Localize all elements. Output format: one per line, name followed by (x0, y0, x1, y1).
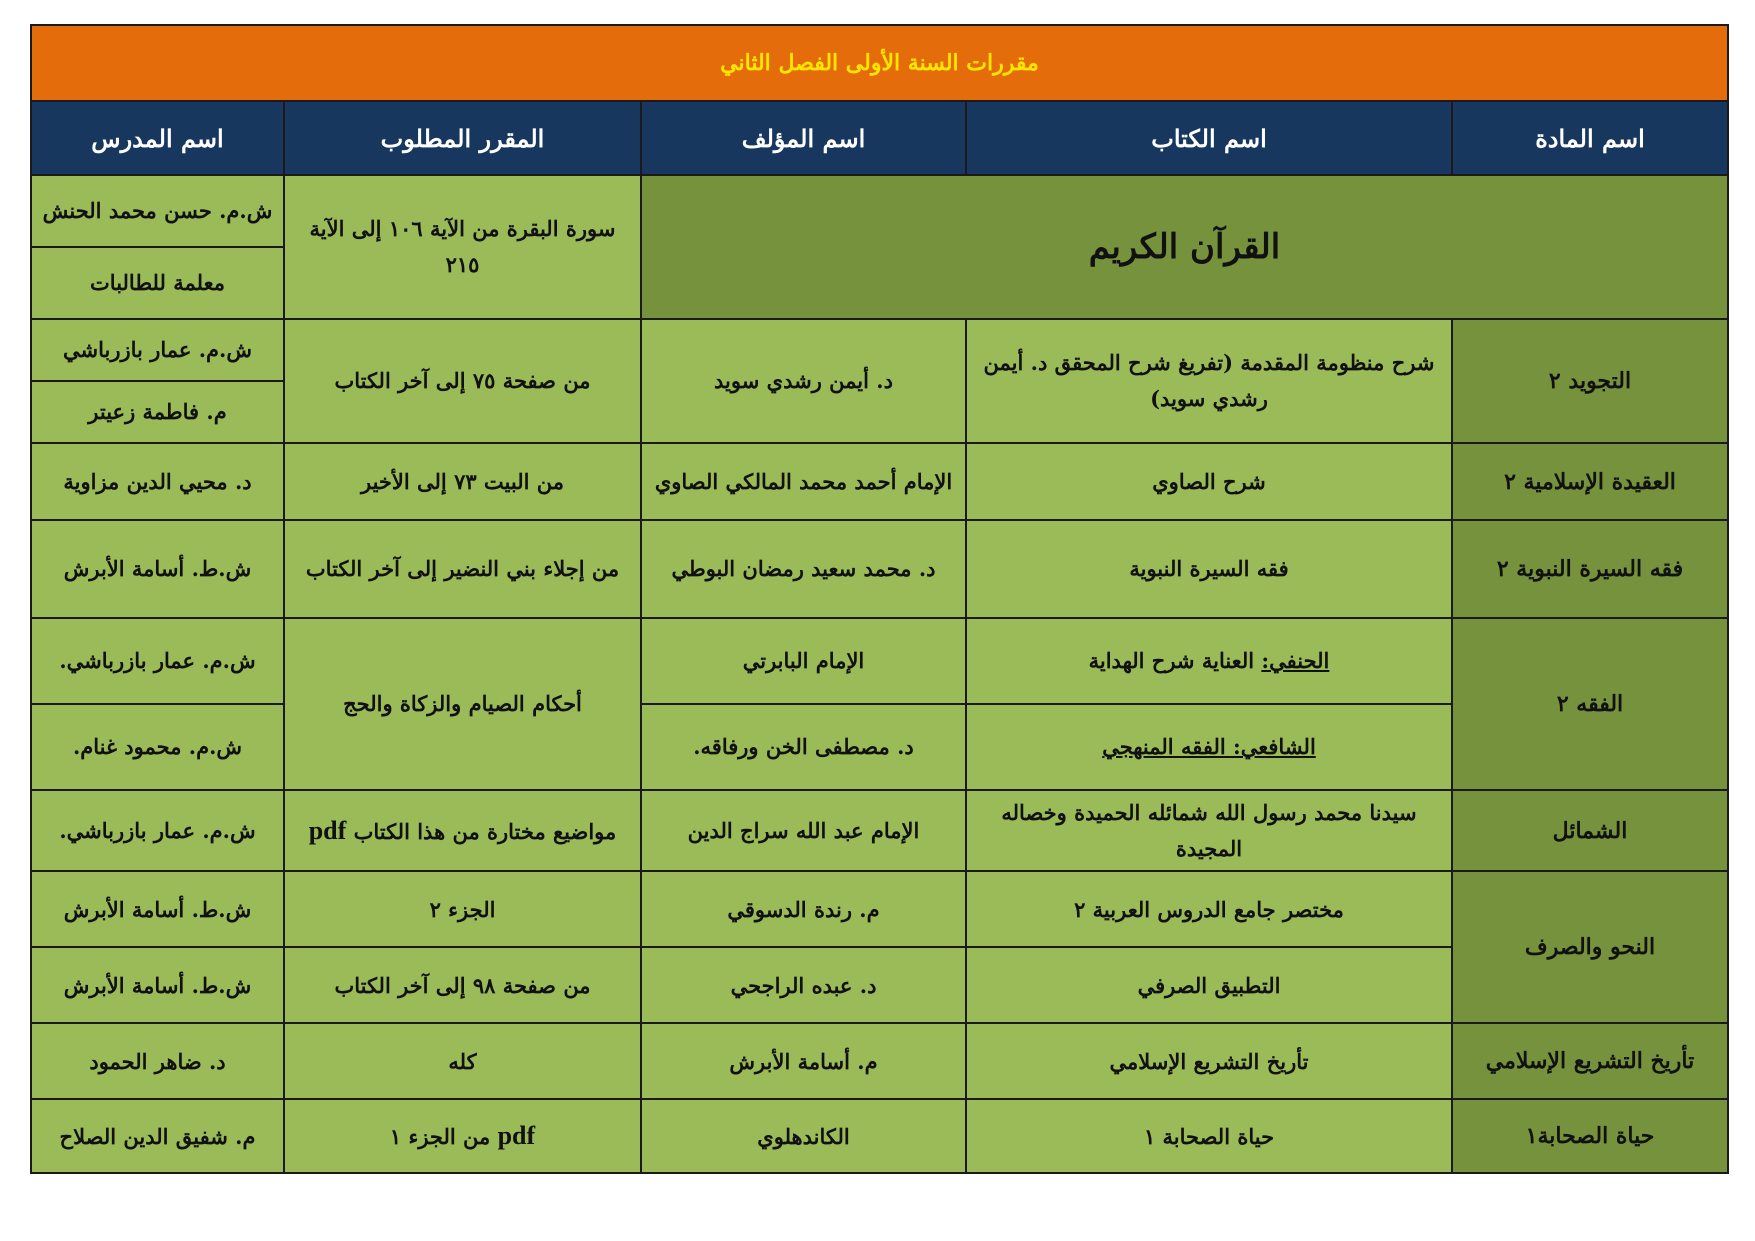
header-teacher: اسم المدرس (31, 101, 284, 175)
nahw-teacher-1: ش.ط. أسامة الأبرش (31, 871, 284, 947)
nahw-teacher-2: ش.ط. أسامة الأبرش (31, 947, 284, 1023)
fiqh-book-hanafi (966, 618, 1452, 704)
tajweed-subject: التجويد ٢ (1452, 319, 1728, 443)
shamail-teacher: ش.م. عمار بازرباشي. (31, 790, 284, 871)
table-row-fiqh (31, 618, 1728, 704)
fiqh-author-1: الإمام البابرتي (641, 618, 966, 704)
tajweed-author: د. أيمن رشدي سويد (641, 319, 966, 443)
tashree-subject: تأريخ التشريع الإسلامي (1452, 1023, 1728, 1099)
nahw-author-2: د. عبده الراجحي (641, 947, 966, 1023)
shamail-required-text: مواضيع مختارة من هذا الكتاب (346, 818, 617, 844)
sahaba-required (284, 1099, 641, 1173)
aqeeda-book: شرح الصاوي (966, 443, 1452, 520)
curriculum-sheet (30, 24, 1727, 1174)
tashree-author: م. أسامة الأبرش (641, 1023, 966, 1099)
quran-teacher-1: ش.م. حسن محمد الحنش (31, 175, 284, 247)
tajweed-teacher-1: ش.م. عمار بازرباشي (31, 319, 284, 381)
quran-teacher-2: معلمة للطالبات (31, 247, 284, 319)
seerah-required: من إجلاء بني النضير إلى آخر الكتاب (284, 520, 641, 618)
table-row-sahaba (31, 1099, 1728, 1173)
shamail-book: سيدنا محمد رسول الله شمائله الحميدة وخصاله المجيدة (966, 790, 1452, 871)
fiqh-book-hanafi-prefix: الحنفي: (1261, 648, 1330, 674)
header-subject: اسم المادة (1452, 101, 1728, 175)
nahw-author-1: م. رندة الدسوقي (641, 871, 966, 947)
tashree-teacher: د. ضاهر الحمود (31, 1023, 284, 1099)
nahw-subject: النحو والصرف (1452, 871, 1728, 1023)
curriculum-table (30, 24, 1729, 1174)
table-title: مقررات السنة الأولى الفصل الثاني (31, 25, 1728, 101)
fiqh-teacher-2: ش.م. محمود غنام. (31, 704, 284, 790)
sahaba-required-text: من الجزء ١ (389, 1124, 498, 1150)
table-row-seerah (31, 520, 1728, 618)
sahaba-teacher: م. شفيق الدين الصلاح (31, 1099, 284, 1173)
title-row (31, 25, 1728, 101)
tajweed-book: شرح منظومة المقدمة (تفريغ شرح المحقق د. أيمن رشدي سويد) (966, 319, 1452, 443)
fiqh-book-shafii-title: الفقه المنهجي (1102, 734, 1233, 760)
table-row-nahw (31, 871, 1728, 947)
seerah-subject: فقه السيرة النبوية ٢ (1452, 520, 1728, 618)
tashree-book: تأريخ التشريع الإسلامي (966, 1023, 1452, 1099)
nahw-required-1: الجزء ٢ (284, 871, 641, 947)
shamail-subject: الشمائل (1452, 790, 1728, 871)
shamail-pdf-label: pdf (308, 815, 347, 845)
aqeeda-subject: العقيدة الإسلامية ٢ (1452, 443, 1728, 520)
table-row-tajweed (31, 319, 1728, 381)
aqeeda-required: من البيت ٧٣ إلى الأخير (284, 443, 641, 520)
sahaba-author: الكاندهلوي (641, 1099, 966, 1173)
fiqh-teacher-1: ش.م. عمار بازرباشي. (31, 618, 284, 704)
sahaba-book: حياة الصحابة ١ (966, 1099, 1452, 1173)
tashree-required: كله (284, 1023, 641, 1099)
sahaba-subject: حياة الصحابة١ (1452, 1099, 1728, 1173)
seerah-teacher: ش.ط. أسامة الأبرش (31, 520, 284, 618)
fiqh-book-shafii-prefix: الشافعي: (1233, 734, 1316, 760)
seerah-author: د. محمد سعيد رمضان البوطي (641, 520, 966, 618)
aqeeda-teacher: د. محيي الدين مزاوية (31, 443, 284, 520)
quran-required: سورة البقرة من الآية ١٠٦ إلى الآية ٢١٥ (284, 175, 641, 319)
header-row (31, 101, 1728, 175)
quran-cell: القرآن الكريم (641, 175, 1728, 319)
table-row-tashree (31, 1023, 1728, 1099)
tajweed-required: من صفحة ٧٥ إلى آخر الكتاب (284, 319, 641, 443)
nahw-book-1: مختصر جامع الدروس العربية ٢ (966, 871, 1452, 947)
fiqh-book-shafii-text (1102, 734, 1316, 759)
tajweed-teacher-2: م. فاطمة زعيتر (31, 381, 284, 443)
fiqh-author-2: د. مصطفى الخن ورفاقه. (641, 704, 966, 790)
header-author: اسم المؤلف (641, 101, 966, 175)
fiqh-required: أحكام الصيام والزكاة والحج (284, 618, 641, 790)
table-row-quran (31, 175, 1728, 247)
shamail-author: الإمام عبد الله سراج الدين (641, 790, 966, 871)
fiqh-subject: الفقه ٢ (1452, 618, 1728, 790)
header-book: اسم الكتاب (966, 101, 1452, 175)
fiqh-book-shafii (966, 704, 1452, 790)
table-row-shamail (31, 790, 1728, 871)
nahw-required-2: من صفحة ٩٨ إلى آخر الكتاب (284, 947, 641, 1023)
shamail-required (284, 790, 641, 871)
seerah-book: فقه السيرة النبوية (966, 520, 1452, 618)
aqeeda-author: الإمام أحمد محمد المالكي الصاوي (641, 443, 966, 520)
sahaba-pdf-label: pdf (497, 1121, 536, 1151)
fiqh-book-hanafi-title: العناية شرح الهداية (1088, 648, 1262, 674)
header-required: المقرر المطلوب (284, 101, 641, 175)
nahw-book-2: التطبيق الصرفي (966, 947, 1452, 1023)
table-row-aqeeda (31, 443, 1728, 520)
